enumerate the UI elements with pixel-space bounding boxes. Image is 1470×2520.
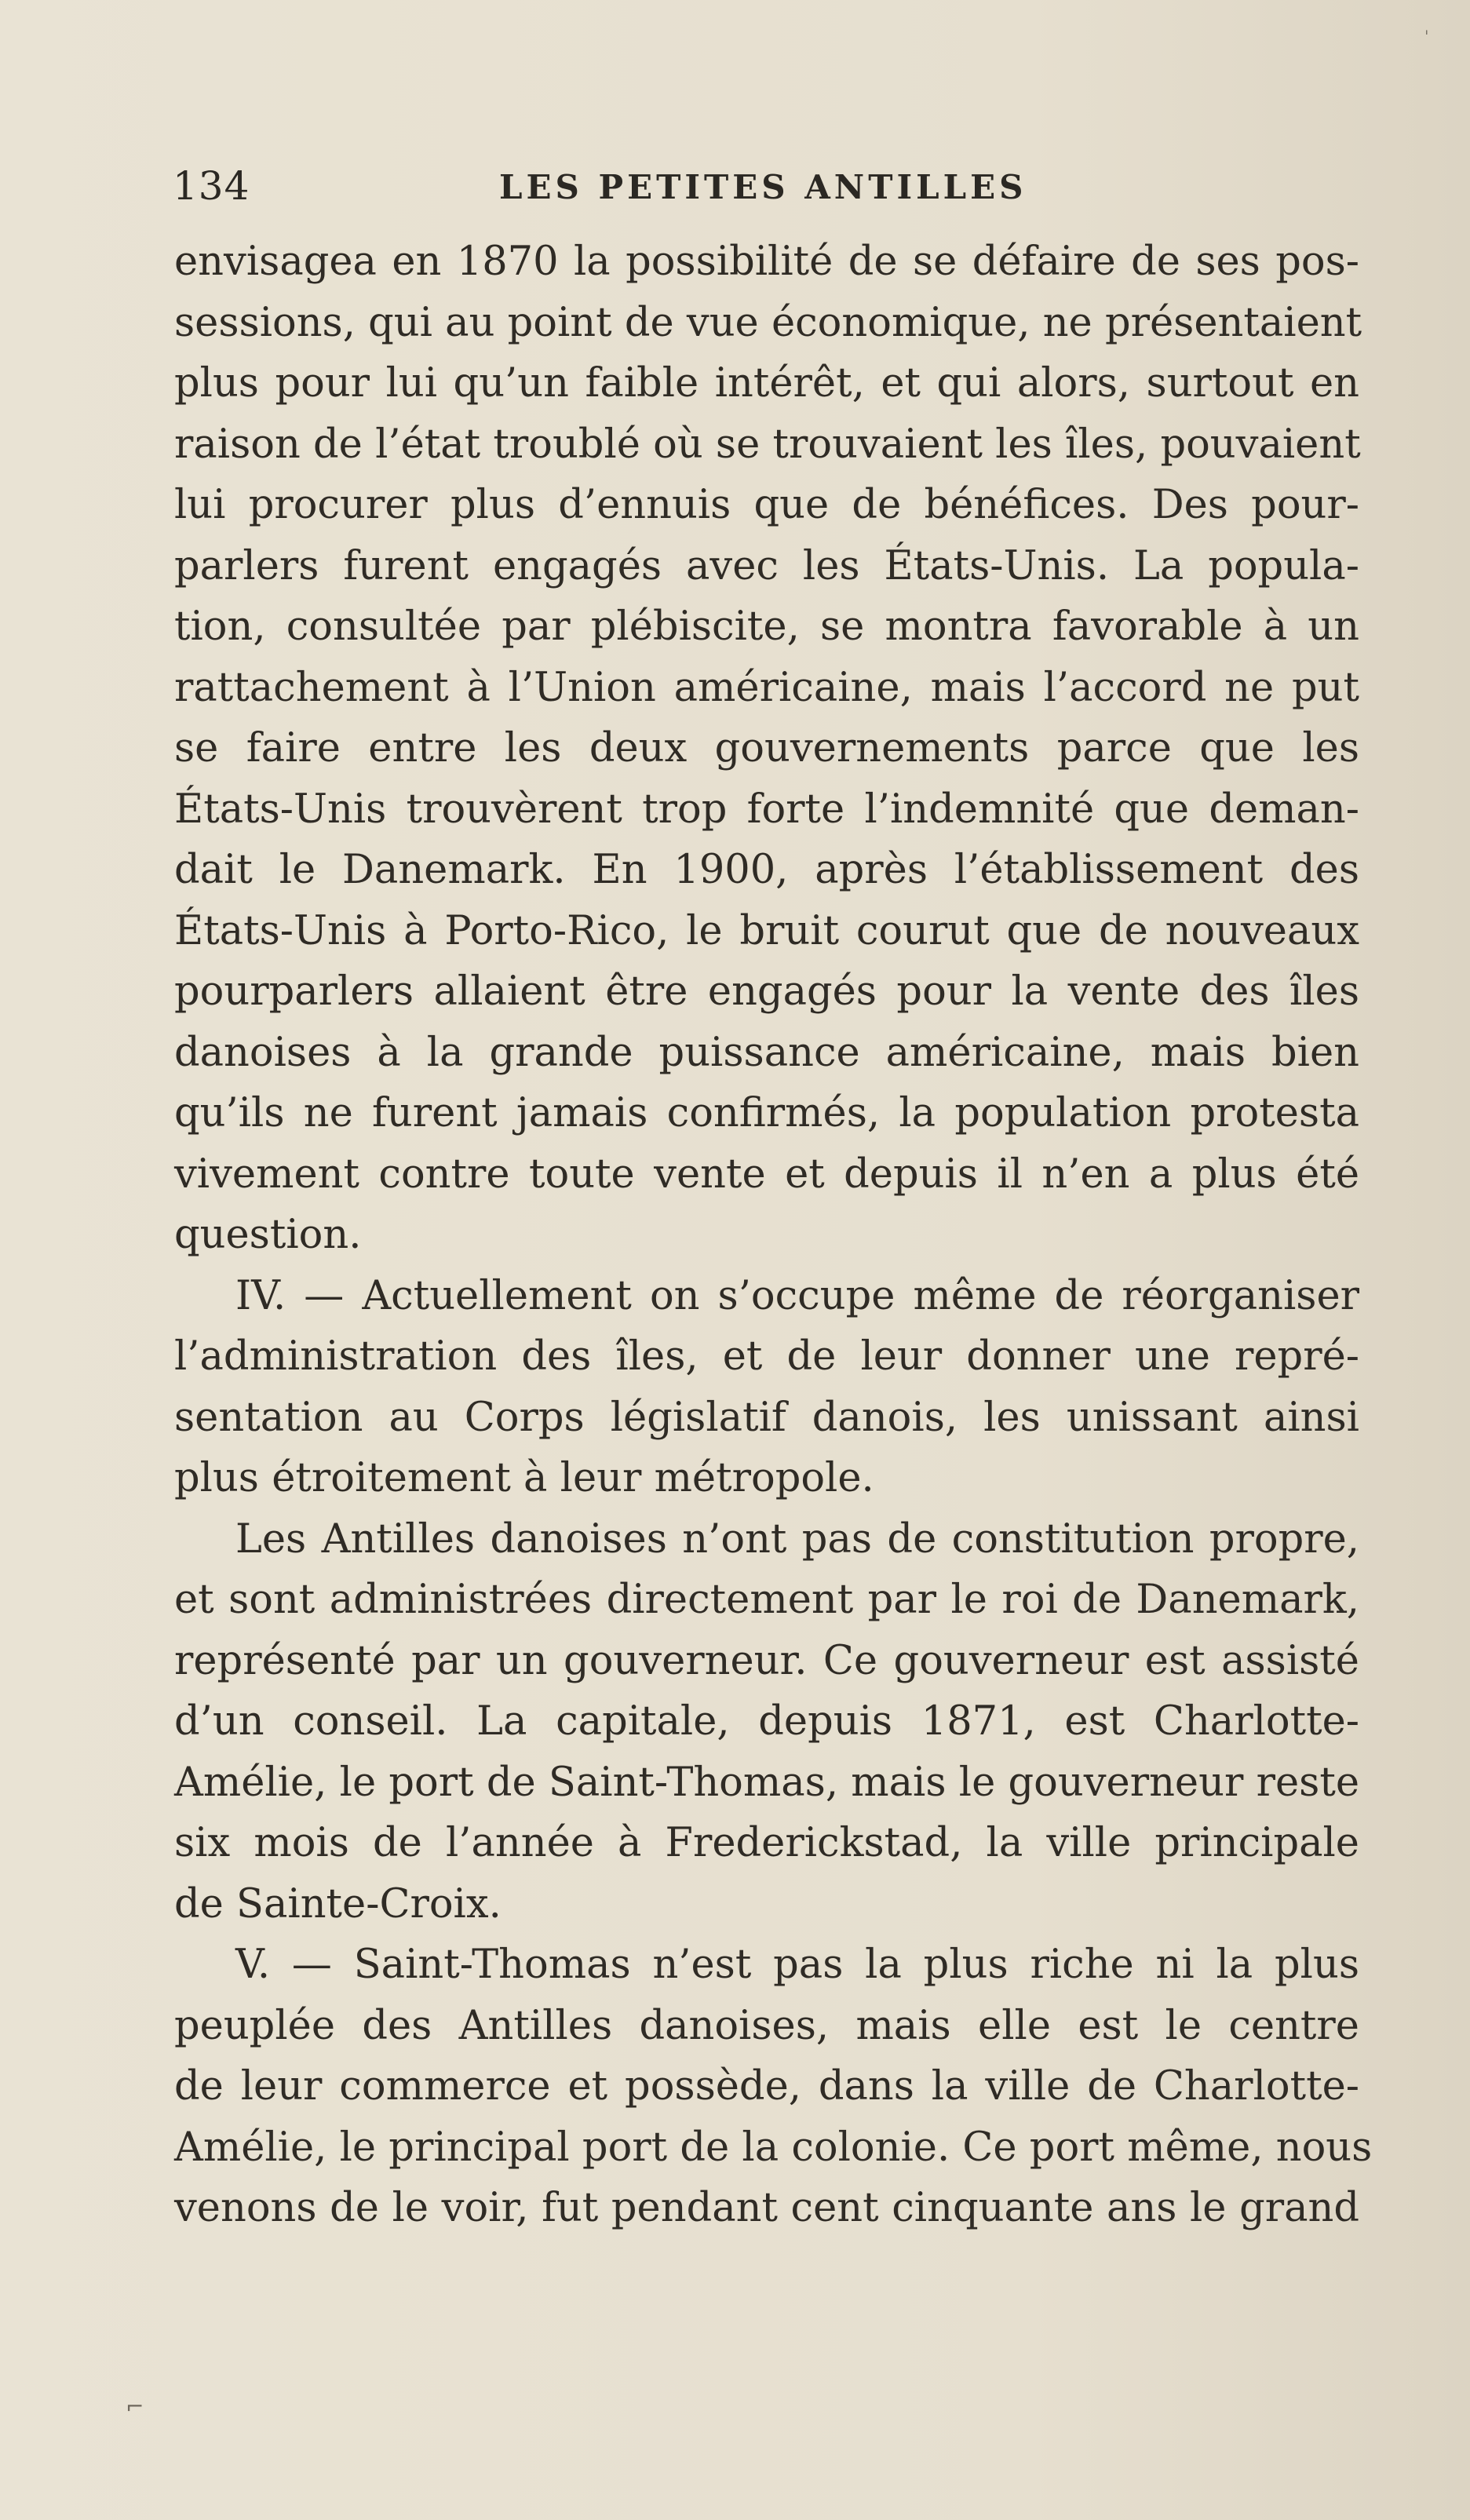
text-line: de leur commerce et possède, dans la ville de Charlotte- — [174, 2063, 1359, 2110]
text-line: peuplée des Antilles danoises, mais elle est le centre — [174, 2002, 1359, 2049]
text-line: l’administration des îles, et de leur donner une repré- — [174, 1333, 1359, 1380]
text-line: rattachement à l’Union américaine, mais l’accord ne put — [174, 664, 1359, 711]
text-line: et sont administrées directement par le roi de Danemark, — [174, 1577, 1359, 1623]
text-line: se faire entre les deux gouvernements parce que les — [174, 725, 1359, 771]
body-text — [174, 232, 1373, 2239]
text-line: Amélie, le port de Saint-Thomas, mais le gouverneur reste — [174, 1759, 1359, 1806]
running-title: LES PETITES ANTILLES — [499, 168, 1027, 206]
page-header — [173, 163, 1366, 218]
text-line: plus étroitement à leur métropole. — [174, 1455, 874, 1501]
text-line: danoises à la grande puissance américaine, mais bien — [174, 1029, 1359, 1076]
paper-speck-mark: ⌐ — [126, 2394, 144, 2420]
text-line: sentation au Corps législatif danois, les unissant ainsi — [174, 1394, 1359, 1441]
text-line: lui procurer plus d’ennuis que de bénéfices. Des pour- — [174, 482, 1359, 528]
text-line: de Sainte-Croix. — [174, 1880, 502, 1927]
text-line: raison de l’état troublé où se trouvaient les îles, pouvaient — [174, 421, 1361, 468]
text-line: Les Antilles danoises n’ont pas de constitution propre, — [235, 1515, 1359, 1563]
text-line: six mois de l’année à Frederickstad, la ville principale — [174, 1820, 1359, 1866]
text-line: IV. — Actuellement on s’occupe même de réorganiser — [235, 1272, 1359, 1319]
text-line: qu’ils ne furent jamais confirmés, la population protesta — [174, 1090, 1359, 1136]
text-line: vivement contre toute vente et depuis il n’en a plus été — [174, 1151, 1359, 1198]
text-line: question. — [174, 1212, 362, 1258]
text-line: États-Unis trouvèrent trop forte l’indemnité que deman- — [174, 786, 1359, 833]
text-line: Amélie, le principal port de la colonie. Ce port même, nous — [174, 2124, 1373, 2171]
text-line: venons de le voir, fut pendant cent cinquante ans le grand — [174, 2185, 1359, 2231]
text-line: sessions, qui au point de vue économique, ne présentaient — [174, 299, 1362, 346]
text-line: V. — Saint-Thomas n’est pas la plus riche ni la plus — [235, 1942, 1359, 1988]
text-line: pourparlers allaient être engagés pour la vente des îles — [174, 968, 1359, 1015]
text-line: parlers furent engagés avec les États-Unis. La popula- — [174, 542, 1359, 589]
text-line: tion, consultée par plébiscite, se montra favorable à un — [174, 604, 1359, 650]
text-line: États-Unis à Porto-Rico, le bruit courut que de nouveaux — [174, 907, 1359, 954]
page-number: 134 — [173, 163, 250, 209]
text-line: dait le Danemark. En 1900, après l’établissement des — [174, 847, 1359, 893]
text-line: envisagea en 1870 la possibilité de se défaire de ses pos- — [174, 239, 1359, 285]
text-line: plus pour lui qu’un faible intérêt, et qui alors, surtout en — [174, 360, 1359, 407]
paper-speck-mark: ˈ — [1424, 27, 1429, 46]
text-line: représenté par un gouverneur. Ce gouverneur est assisté — [174, 1637, 1359, 1684]
text-line: d’un conseil. La capitale, depuis 1871, est Charlotte- — [174, 1698, 1359, 1745]
